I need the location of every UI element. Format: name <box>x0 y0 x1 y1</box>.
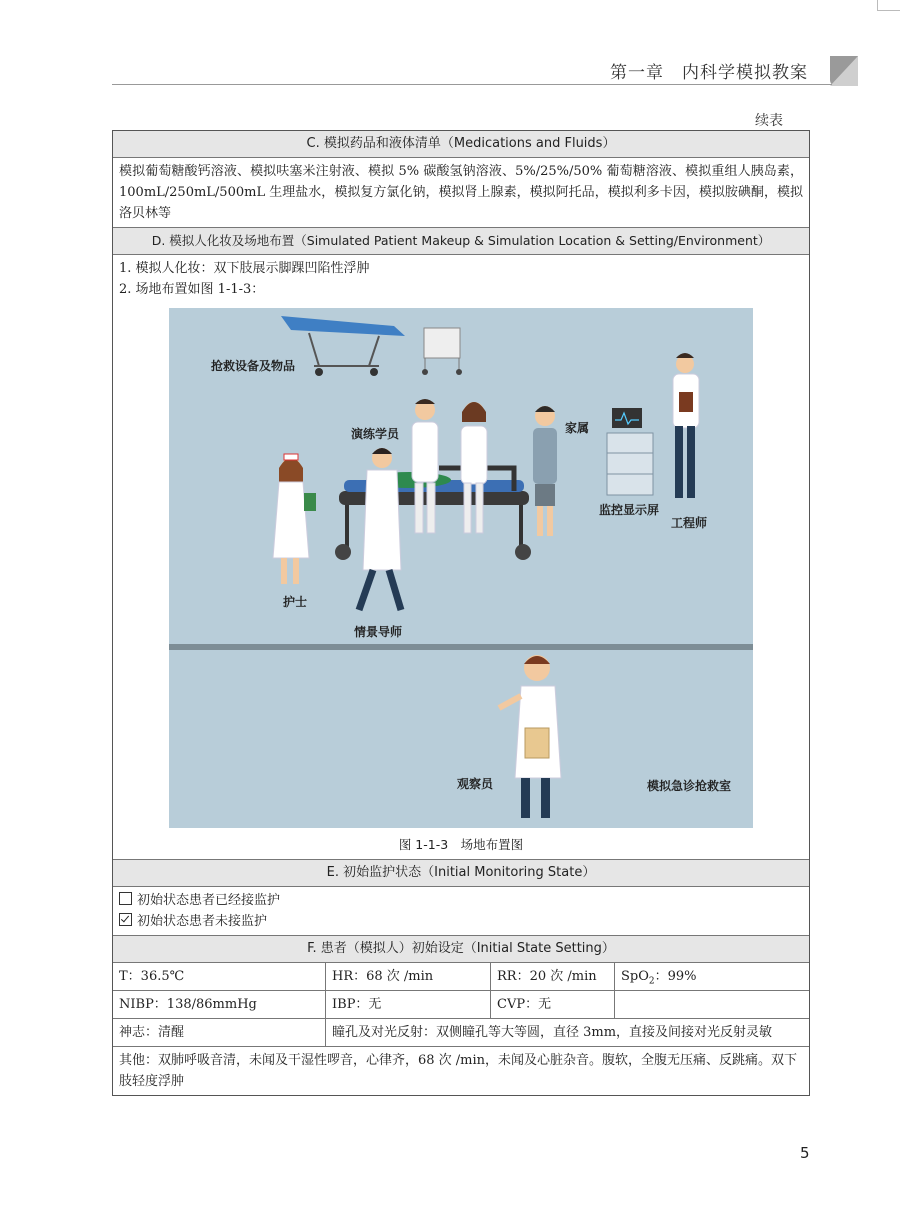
heart-rate-cell: HR：68 次 /min <box>326 963 491 990</box>
trainee-figure-1 <box>412 399 438 533</box>
checkbox-checked-icon <box>119 913 132 926</box>
observer-figure <box>499 655 561 818</box>
monitor-option-1 <box>119 890 803 911</box>
trainee-figure-2 <box>461 402 487 533</box>
empty-cell <box>615 991 809 1018</box>
scenario-director-figure <box>359 448 401 610</box>
section-e-body <box>113 887 809 936</box>
spo2-prefix: SpO <box>621 969 649 984</box>
other-findings-cell: 其他：双肺呼吸音清，未闻及干湿性啰音，心律齐，68 次 /min，未闻及心脏杂音。腹软，全腹无压痛、反跳痛。双下肢轻度浮肿 <box>119 1053 798 1089</box>
nibp-cell: NIBP：138/86mmHg <box>113 991 326 1018</box>
chapter-tab-graphic <box>830 56 858 86</box>
monitor-option-2 <box>119 911 803 932</box>
layout-line: 2. 场地布置如图 1-1-3： <box>119 282 265 297</box>
header-rule <box>112 84 832 85</box>
vitals-row-4 <box>113 1047 809 1095</box>
spo2-value: ：99% <box>654 969 697 984</box>
vitals-row-2 <box>113 991 809 1019</box>
label-director: 情景导师 <box>354 625 403 639</box>
vitals-row-1 <box>113 963 809 991</box>
monitor-option-1-label: 初始状态患者已经接监护 <box>137 893 281 908</box>
section-f-heading: F. 患者（模拟人）初始设定（Initial State Setting） <box>113 936 809 963</box>
lesson-table <box>112 130 810 1096</box>
monitor-option-2-label: 初始状态患者未接监护 <box>137 914 268 929</box>
continued-label: 续表 <box>755 113 783 129</box>
label-family: 家属 <box>565 421 590 435</box>
page-header <box>0 0 900 90</box>
label-rescue-equipment: 抢救设备及物品 <box>211 359 296 373</box>
cvp-cell: CVP：无 <box>491 991 615 1018</box>
temperature-cell: T：36.5℃ <box>113 963 326 990</box>
page-number: 5 <box>800 1144 810 1162</box>
figure-caption: 图 1-1-3 场地布置图 <box>398 837 524 852</box>
equipment-cart-icon <box>422 328 462 375</box>
ibp-cell: IBP：无 <box>326 991 491 1018</box>
spo2-subscript: 2 <box>648 976 655 987</box>
makeup-line: 1. 模拟人化妆：双下肢展示脚踝凹陷性浮肿 <box>119 261 370 276</box>
section-e-heading: E. 初始监护状态（Initial Monitoring State） <box>113 860 809 887</box>
label-trainees: 演练学员 <box>351 427 400 441</box>
family-member-figure <box>533 406 557 536</box>
section-c-body: 模拟葡萄糖酸钙溶液、模拟呋塞米注射液、模拟 5% 碳酸氢钠溶液、5%/25%/50% 葡萄糖溶液、模拟重组人胰岛素，100mL/250mL/500mL 生理盐水，模拟复方氯化钠，模拟肾上腺素，模拟阿托品，模拟利多卡因，模拟胺碘酮，模拟洛贝林等 <box>113 158 809 228</box>
resp-rate-cell: RR：20 次 /min <box>491 963 615 990</box>
label-engineer: 工程师 <box>671 516 708 530</box>
section-d-body <box>113 255 809 860</box>
label-monitor: 监控显示屏 <box>599 503 660 517</box>
section-d-heading: D. 模拟人化妆及场地布置（Simulated Patient Makeup & Simulation Location & Setting/Environment） <box>113 228 809 255</box>
monitor-cart-icon <box>607 408 653 495</box>
stretcher-icon <box>281 316 405 376</box>
consciousness-cell: 神志：清醒 <box>113 1019 326 1046</box>
checkbox-unchecked-icon <box>119 892 132 905</box>
nurse-figure <box>273 454 316 584</box>
layout-illustration <box>169 308 753 828</box>
chapter-title: 第一章 内科学模拟教案 <box>610 63 808 83</box>
label-emergency-room: 模拟急诊抢救室 <box>647 779 732 793</box>
engineer-figure <box>673 353 699 498</box>
vitals-row-3 <box>113 1019 809 1047</box>
section-c-heading: C. 模拟药品和液体清单（Medications and Fluids） <box>113 131 809 158</box>
spo2-cell <box>615 963 809 990</box>
label-observer: 观察员 <box>457 777 494 791</box>
room-divider <box>169 644 753 650</box>
label-nurse: 护士 <box>283 595 308 609</box>
pupil-cell: 瞳孔及对光反射：双侧瞳孔等大等圆，直径 3mm，直接及间接对光反射灵敏 <box>332 1025 773 1040</box>
site-layout-figure <box>169 308 753 828</box>
